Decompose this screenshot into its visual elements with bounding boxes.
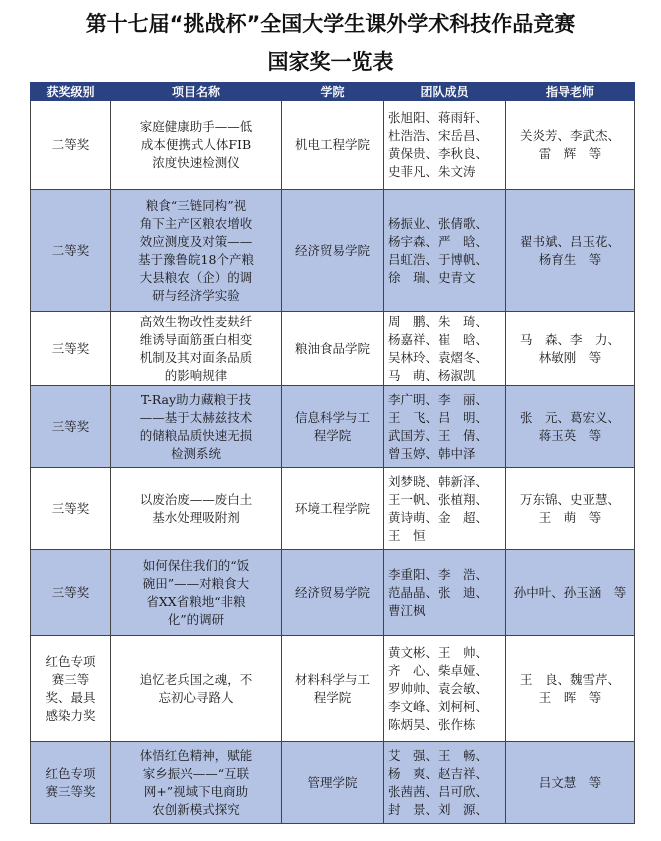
team-members-line: 李广明、李 丽、 xyxy=(388,391,489,407)
advisors-cell xyxy=(506,468,635,550)
advisors-cell xyxy=(506,190,635,312)
project-name-cell xyxy=(111,190,282,312)
advisors-cell xyxy=(506,742,635,824)
team-members-line: 曹江枫 xyxy=(388,602,426,618)
team-members-cell xyxy=(384,742,506,824)
college-cell xyxy=(282,468,384,550)
team-members-line: 杨 爽、赵吉祥、 xyxy=(388,765,489,781)
project-name-cell xyxy=(111,312,282,386)
award-level-cell xyxy=(31,550,111,636)
college-cell xyxy=(282,636,384,742)
advisors-line: 孙中叶、孙玉涵 等 xyxy=(513,584,627,600)
team-members-cell xyxy=(384,190,506,312)
project-name-line: 基水处理吸附剂 xyxy=(152,509,240,525)
college-line: 经济贸易学院 xyxy=(294,584,370,600)
team-members-line: 杨嘉祥、崔 晗、 xyxy=(388,331,489,347)
advisors-line: 王 萌 等 xyxy=(538,509,602,525)
advisors-line: 吕文慧 等 xyxy=(538,774,602,790)
project-name-line: T-Ray助力藏粮于技 xyxy=(140,391,252,407)
college-line: 粮油食品学院 xyxy=(294,340,370,356)
team-members-line: 封 景、刘 源、 xyxy=(388,801,489,817)
team-members-line: 王一帆、张植翔、 xyxy=(388,491,489,507)
college-line: 机电工程学院 xyxy=(294,137,370,152)
table-row xyxy=(31,636,635,742)
project-name-line: 成本便携式人体FIB xyxy=(140,137,252,152)
college-line: 信息科学与工 xyxy=(294,409,370,425)
advisors-line: 王 晖 等 xyxy=(538,689,602,705)
header-college: 学院 xyxy=(282,83,384,101)
team-members-cell xyxy=(384,550,506,636)
project-name-line: 体悟红色精神，赋能 xyxy=(139,747,253,763)
project-name-line: 维诱导面筋蛋白相变 xyxy=(139,331,253,347)
college-cell xyxy=(282,742,384,824)
project-name-line: 以废治废——废白土 xyxy=(139,491,253,507)
award-level-line: 赛三等 xyxy=(51,671,90,687)
team-members-line: 武国芳、王 倩、 xyxy=(388,427,489,443)
project-name-line: 机制及其对面条品质 xyxy=(139,349,253,365)
project-name-line: 化”的调研 xyxy=(167,611,225,627)
advisors-cell xyxy=(506,636,635,742)
advisors-line: 翟书斌、吕玉花、 xyxy=(519,233,620,249)
table-row xyxy=(31,468,635,550)
project-name-line: 研与经济学实验 xyxy=(152,287,240,303)
college-cell xyxy=(282,312,384,386)
project-name-line: 浓度快速检测仪 xyxy=(152,155,240,170)
project-name-line: 网+”视域下电商助 xyxy=(143,783,249,799)
award-level-line: 奖、最具 xyxy=(45,689,96,705)
award-level-line: 三等奖 xyxy=(51,418,90,434)
project-name-line: 如何保住我们的“饭 xyxy=(142,557,250,573)
project-name-line: 碗田”——对粮食大 xyxy=(142,575,250,591)
award-level-cell xyxy=(31,101,111,190)
college-cell xyxy=(282,386,384,468)
team-members-line: 李文峰、刘柯柯、 xyxy=(388,698,489,714)
table-body xyxy=(31,101,635,824)
project-name-line: 追忆老兵国之魂，不 xyxy=(139,671,253,687)
project-name-line: 家庭健康助手——低 xyxy=(139,119,253,134)
project-name-cell xyxy=(111,636,282,742)
team-members-line: 杨宇森、严 晗、 xyxy=(388,233,489,249)
college-line: 程学院 xyxy=(313,689,352,705)
team-members-line: 黄诗萌、金 超、 xyxy=(388,509,489,525)
table-row xyxy=(31,101,635,190)
project-name-line: 的影响规律 xyxy=(164,367,228,383)
college-cell xyxy=(282,190,384,312)
advisors-cell xyxy=(506,312,635,386)
project-name-line: 基于豫鲁皖18个产粮 xyxy=(138,251,254,267)
project-name-line: 高效生物改性麦麸纤 xyxy=(139,313,253,329)
team-members-line: 周 鹏、朱 琦、 xyxy=(388,313,489,329)
award-table xyxy=(30,82,635,824)
project-name-line: 粮食“三链同构”视 xyxy=(145,197,247,213)
team-members-line: 徐 瑞、史青文 xyxy=(388,269,476,285)
college-cell xyxy=(282,101,384,190)
table-row xyxy=(31,190,635,312)
award-level-line: 三等奖 xyxy=(51,500,90,516)
team-members-line: 杨振业、张倩歌、 xyxy=(388,215,489,231)
college-cell xyxy=(282,550,384,636)
advisors-line: 杨育生 等 xyxy=(538,251,602,267)
team-members-cell xyxy=(384,636,506,742)
college-line: 管理学院 xyxy=(307,774,358,790)
award-level-line: 二等奖 xyxy=(51,242,90,258)
team-members-line: 艾 强、王 畅、 xyxy=(388,747,489,763)
project-name-line: 省XX省粮地“非粮 xyxy=(146,593,246,609)
team-members-line: 黄保贵、李秋良、 xyxy=(388,146,489,161)
team-members-line: 范晶晶、张 迪、 xyxy=(388,584,489,600)
project-name-cell xyxy=(111,468,282,550)
header-advisors: 指导老师 xyxy=(506,83,635,101)
college-line: 材料科学与工 xyxy=(294,671,370,687)
advisors-line: 关炎芳、李武杰、 xyxy=(519,128,620,143)
award-level-line: 红色专项 xyxy=(45,765,96,781)
award-level-line: 感染力奖 xyxy=(45,707,96,723)
team-members-line: 刘梦晓、韩新泽、 xyxy=(388,473,489,489)
project-name-line: 的储粮品质快速无损 xyxy=(139,427,253,443)
header-project: 项目名称 xyxy=(111,83,282,101)
team-members-line: 张旭阳、蒋雨轩、 xyxy=(388,110,489,125)
advisors-cell xyxy=(506,550,635,636)
team-members-line: 陈炳昊、张作栋 xyxy=(388,716,476,732)
team-members-cell xyxy=(384,386,506,468)
award-level-cell xyxy=(31,636,111,742)
table-row xyxy=(31,550,635,636)
table-row xyxy=(31,312,635,386)
project-name-line: 忘初心寻路人 xyxy=(158,689,234,705)
award-level-line: 赛三等奖 xyxy=(45,783,96,799)
project-name-line: 农创新模式探究 xyxy=(152,801,240,817)
team-members-line: 李重阳、李 浩、 xyxy=(388,566,489,582)
advisors-line: 马 森、李 力、 xyxy=(519,331,620,347)
project-name-cell xyxy=(111,742,282,824)
advisors-cell xyxy=(506,101,635,190)
team-members-line: 吕虹浩、于博帆、 xyxy=(388,251,489,267)
team-members-line: 曾玉婷、韩中泽 xyxy=(388,445,476,461)
team-members-line: 史菲凡、朱文涛 xyxy=(388,164,476,179)
advisors-cell xyxy=(506,386,635,468)
award-level-line: 三等奖 xyxy=(51,584,90,600)
award-level-line: 二等奖 xyxy=(51,137,90,152)
team-members-cell xyxy=(384,101,506,190)
project-name-line: 角下主产区粮农增收 xyxy=(139,215,253,231)
team-members-line: 罗帅帅、袁会敏、 xyxy=(388,680,489,696)
team-members-line: 马 萌、杨淑凯 xyxy=(388,367,476,383)
header-level: 获奖级别 xyxy=(31,83,111,101)
project-name-line: 家乡振兴——“互联 xyxy=(142,765,250,781)
team-members-line: 黄文彬、王 帅、 xyxy=(388,644,489,660)
header-members: 团队成员 xyxy=(384,83,506,101)
award-level-cell xyxy=(31,386,111,468)
team-members-line: 张茜茜、吕可欣、 xyxy=(388,783,489,799)
team-members-cell xyxy=(384,312,506,386)
college-line: 环境工程学院 xyxy=(294,500,370,516)
award-level-line: 三等奖 xyxy=(51,340,90,356)
project-name-cell xyxy=(111,550,282,636)
project-name-cell xyxy=(111,101,282,190)
project-name-line: ——基于太赫兹技术 xyxy=(139,409,253,425)
team-members-line: 王 恒 xyxy=(388,527,426,543)
advisors-line: 蒋玉英 等 xyxy=(538,427,602,443)
advisors-line: 万东锦、史亚慧、 xyxy=(519,491,620,507)
college-line: 程学院 xyxy=(313,427,352,443)
project-name-line: 效应测度及对策—— xyxy=(139,233,253,249)
team-members-line: 杜浩浩、宋岳昌、 xyxy=(388,128,489,143)
team-members-cell xyxy=(384,468,506,550)
title-line-1: 第十七届“挑战杯”全国大学生课外学术科技作品竞赛 xyxy=(85,12,576,36)
advisors-line: 林敏刚 等 xyxy=(538,349,602,365)
project-name-line: 检测系统 xyxy=(170,445,221,461)
table-row xyxy=(31,742,635,824)
award-level-line: 红色专项 xyxy=(45,653,96,669)
team-members-line: 吴林玲、袁熠冬、 xyxy=(388,349,489,365)
advisors-line: 张 元、葛宏义、 xyxy=(519,409,620,425)
advisors-line: 雷 辉 等 xyxy=(538,146,602,161)
award-level-cell xyxy=(31,742,111,824)
project-name-line: 大县粮农（企）的调 xyxy=(139,269,253,285)
project-name-cell xyxy=(111,386,282,468)
award-level-cell xyxy=(31,190,111,312)
team-members-line: 王 飞、吕 明、 xyxy=(388,409,489,425)
advisors-line: 王 良、魏雪芹、 xyxy=(519,671,620,687)
header-row xyxy=(31,83,635,101)
award-level-cell xyxy=(31,312,111,386)
college-line: 经济贸易学院 xyxy=(294,242,370,258)
title-line-2: 国家奖一览表 xyxy=(267,50,394,74)
team-members-line: 齐 心、柴卓娅、 xyxy=(388,662,489,678)
table-row xyxy=(31,386,635,468)
award-level-cell xyxy=(31,468,111,550)
